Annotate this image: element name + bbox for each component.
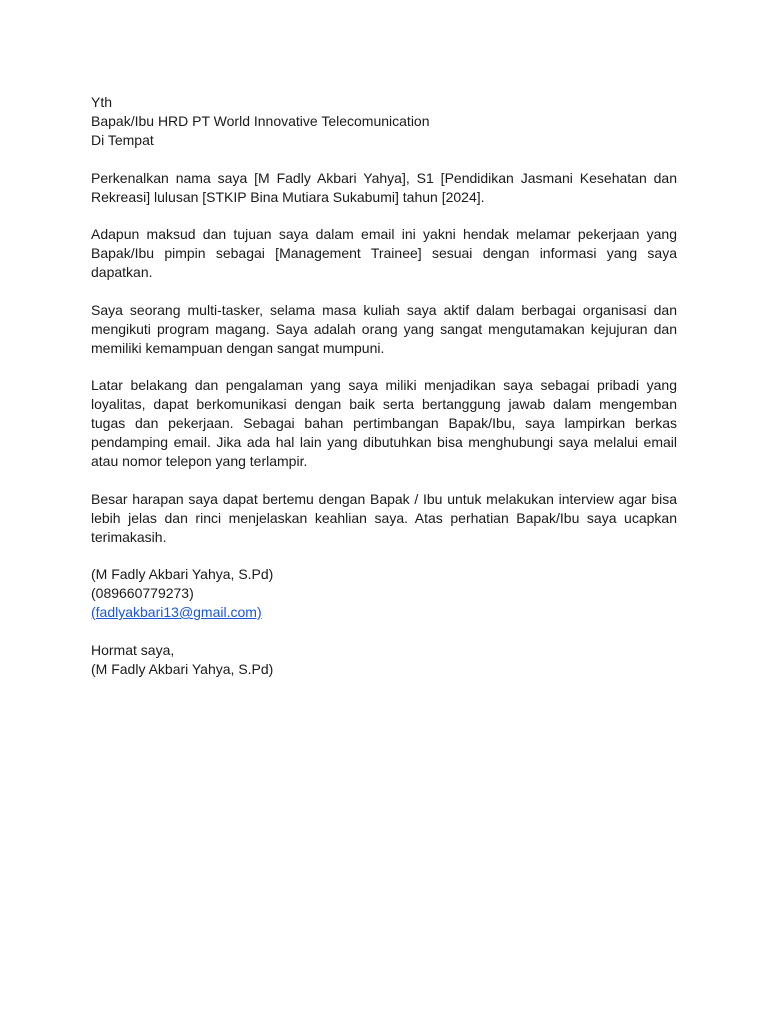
contact-email-line <box>91 603 677 622</box>
paragraph-qualities: Saya seorang multi-tasker, selama masa kuliah saya aktif dalam berbagai organisasi dan mengikuti program magang. Saya adalah orang yang sangat mengutamakan kejujuran dan memiliki kemampuan dengan sangat mumpuni. <box>91 301 677 356</box>
contact-phone: (089660779273) <box>91 585 194 601</box>
contact-name: (M Fadly Akbari Yahya, S.Pd) <box>91 566 274 582</box>
address-line-place: Di Tempat <box>91 132 154 148</box>
paragraph-introduction: Perkenalkan nama saya [M Fadly Akbari Yahya], S1 [Pendidikan Jasmani Kesehatan dan Rekreasi] lulusan [STKIP Bina Mutiara Sukabumi] tahun [2024]. <box>91 169 677 205</box>
closing-block <box>91 641 677 679</box>
closing-salutation: Hormat saya, <box>91 641 175 658</box>
paragraph-purpose: Adapun maksud dan tujuan saya dalam email ini yakni hendak melamar pekerjaan yang Bapak/Ibu pimpin sebagai [Management Trainee] sesuai dengan informasi yang saya dapatkan. <box>91 226 677 280</box>
paragraph-closing-hope: Besar harapan saya dapat bertemu dengan Bapak / Ibu untuk melakukan interview agar bisa lebih jelas dan rinci menjelaskan keahlian saya. Atas perhatian Bapak/Ibu saya ucapkan terimakasih. <box>91 490 677 545</box>
address-line-yth: Yth <box>91 94 113 110</box>
contact-block <box>91 565 677 622</box>
address-block <box>91 93 677 150</box>
paragraph-background: Latar belakang dan pengalaman yang saya miliki menjadikan saya sebagai pribadi yang loyalitas, dapat berkomunikasi dengan baik serta bertanggung jawab dalam mengemban tugas dan pekerjaan. Sebagai bahan pertimbangan Bapak/Ibu, saya lampirkan berkas pendamping email. Jika ada hal lain yang dibutuhkan bisa menghubungi saya melalui email atau nomor telepon yang terlampir. <box>91 377 677 469</box>
email-link[interactable]: (fadlyakbari13@gmail.com) <box>91 604 262 620</box>
address-line-recipient: Bapak/Ibu HRD PT World Innovative Telecomunication <box>91 113 430 129</box>
signature-name: (M Fadly Akbari Yahya, S.Pd) <box>91 660 274 677</box>
